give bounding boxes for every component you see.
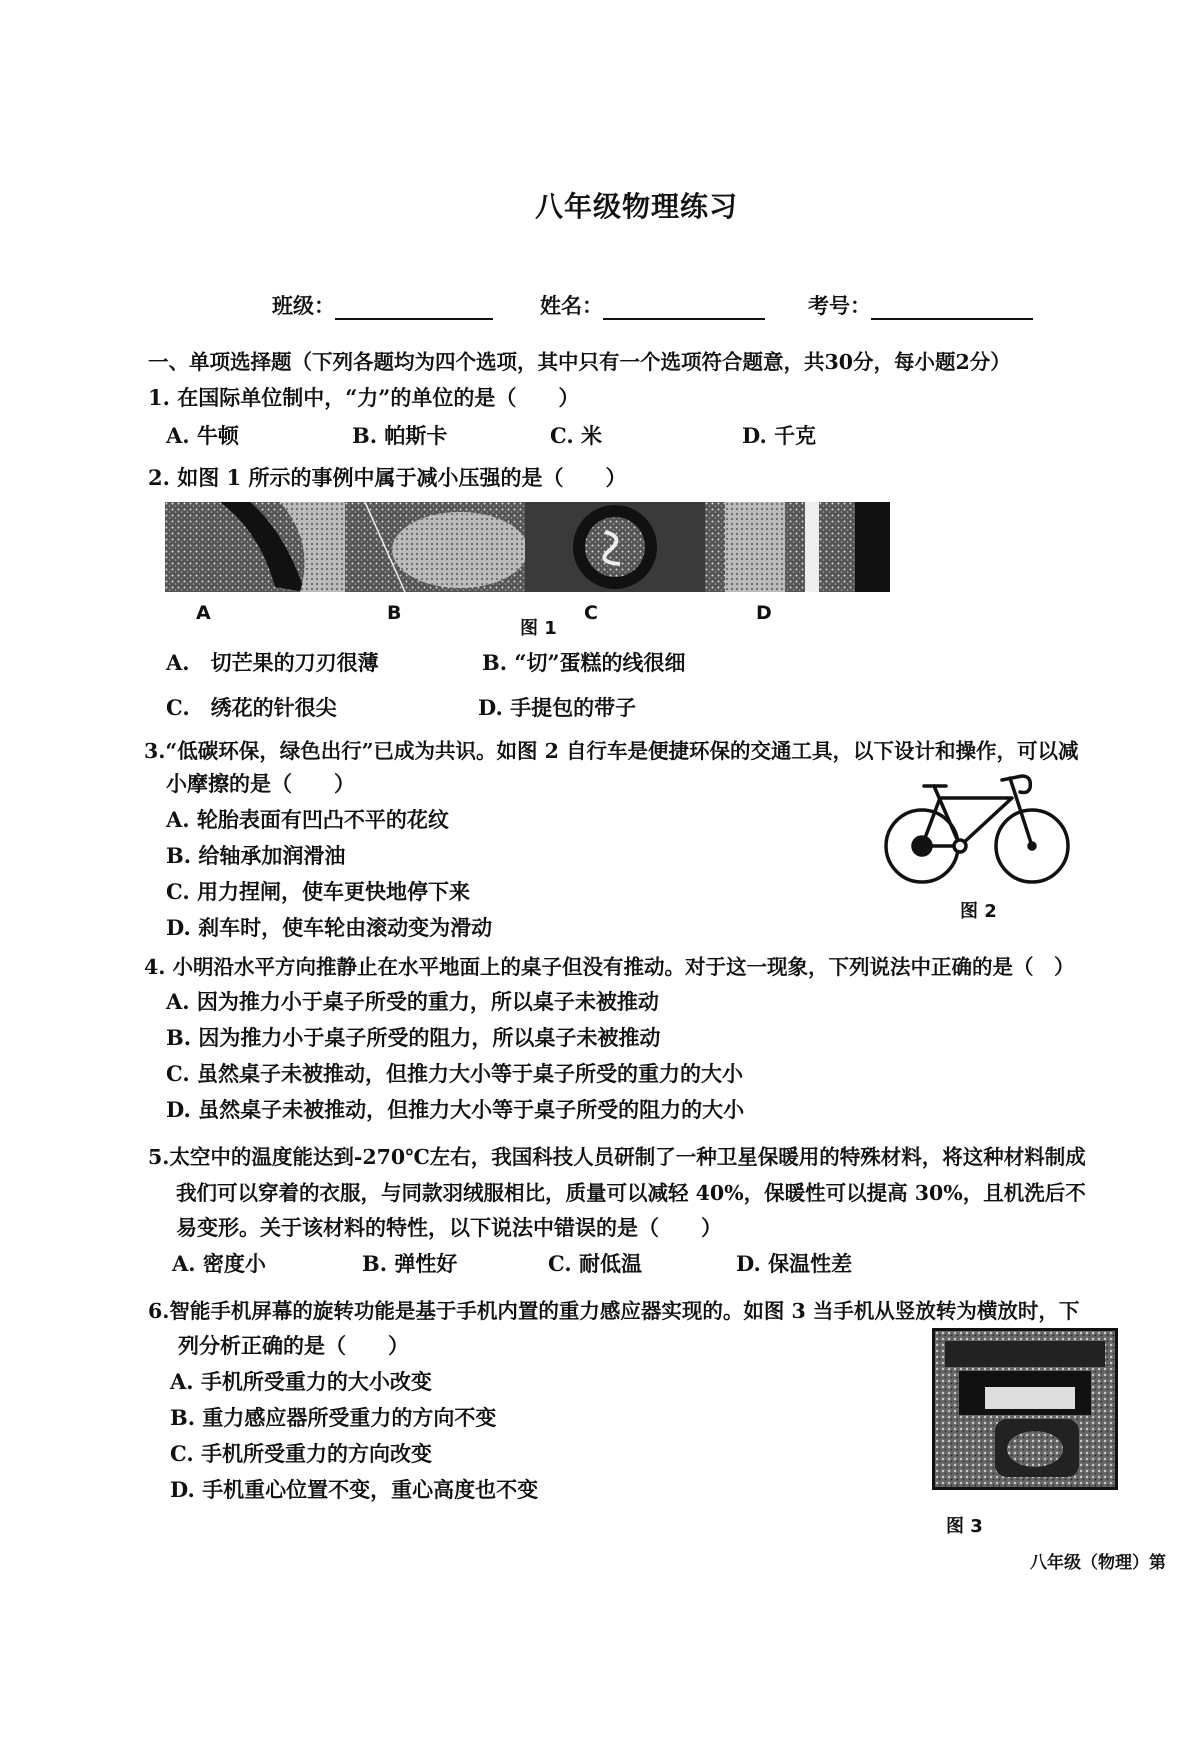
q6-stem-line1: 6.智能手机屏幕的旋转功能是基于手机内置的重力感应器实现的。如图 3 当手机从竖放转为横放时，下 (148, 1299, 1080, 1323)
photo-b-cake-thread (345, 502, 528, 592)
q6-stem-line2: 列分析正确的是（ ） (178, 1333, 409, 1358)
q5-option-b[interactable]: B. 弹性好 (362, 1251, 458, 1276)
q5-option-a[interactable]: A. 密度小 (172, 1251, 266, 1276)
name-label: 姓名： (540, 293, 603, 318)
q1-option-a[interactable]: A. 牛顿 (166, 423, 239, 448)
q2-option-c[interactable]: C. 绣花的针很尖 (166, 695, 337, 720)
q5-option-c[interactable]: C. 耐低温 (548, 1251, 642, 1276)
q1-option-d[interactable]: D. 千克 (742, 423, 817, 448)
q2-stem: 2. 如图 1 所示的事例中属于减小压强的是（ ） (148, 465, 627, 490)
name-field[interactable] (540, 290, 765, 320)
number-label: 考号： (808, 293, 871, 318)
figure1-letter-d: D (756, 602, 772, 624)
q5-stem-line1: 5.太空中的温度能达到-270℃左右，我国科技人员研制了一种卫星保暖用的特殊材料，将这种材料制成 (148, 1145, 1086, 1169)
class-label: 班级： (272, 293, 335, 318)
q5-stem-line2: 我们可以穿着的衣服，与同款羽绒服相比，质量可以减轻 40%，保暖性可以提高 30%，且机洗后不 (176, 1181, 1086, 1205)
figure1-caption: 图 1 (520, 618, 557, 639)
q4-option-c[interactable]: C. 虽然桌子未被推动，但推力大小等于桌子所受的重力的大小 (166, 1061, 743, 1086)
q3-option-c[interactable]: C. 用力捏闸，使车更快地停下来 (166, 879, 470, 904)
q6-option-c[interactable]: C. 手机所受重力的方向改变 (170, 1441, 432, 1466)
q4-option-d[interactable]: D. 虽然桌子未被推动，但推力大小等于桌子所受的阻力的大小 (166, 1097, 745, 1122)
photo-c-embroidery (525, 502, 705, 592)
figure1-letter-b: B (387, 602, 402, 624)
q4-stem: 4. 小明沿水平方向推静止在水平地面上的桌子但没有推动。对于这一现象，下列说法中正确的是（ ） (144, 955, 1075, 979)
q6-option-d[interactable]: D. 手机重心位置不变，重心高度也不变 (170, 1477, 539, 1502)
figure1-photos (165, 502, 890, 592)
q1-option-c[interactable]: C. 米 (550, 423, 602, 448)
class-blank[interactable] (335, 296, 493, 320)
q6-option-a[interactable]: A. 手机所受重力的大小改变 (170, 1369, 432, 1394)
number-blank[interactable] (871, 296, 1033, 320)
q4-option-a[interactable]: A. 因为推力小于桌子所受的重力，所以桌子未被推动 (166, 989, 659, 1014)
photo-d-handbag (705, 502, 890, 592)
number-field[interactable] (808, 290, 1033, 320)
name-blank[interactable] (603, 296, 765, 320)
section1-heading: 一、单项选择题（下列各题均为四个选项，其中只有一个选项符合题意，共30分，每小题2分） (148, 350, 1011, 374)
q1-stem: 1. 在国际单位制中，“力”的单位的是（ ） (148, 385, 580, 410)
page-title: 八年级物理练习 (535, 190, 739, 223)
figure1-letter-c: C (584, 602, 598, 624)
q4-option-b[interactable]: B. 因为推力小于桌子所受的阻力，所以桌子未被推动 (166, 1025, 661, 1050)
bicycle-figure (882, 768, 1072, 888)
figure1-letter-a: A (196, 602, 211, 624)
q3-option-a[interactable]: A. 轮胎表面有凹凸不平的花纹 (166, 807, 449, 832)
page-footer: 八年级（物理）第 (1030, 1553, 1166, 1573)
q5-option-d[interactable]: D. 保温性差 (736, 1251, 853, 1276)
q3-stem-line1: 3.“低碳环保，绿色出行”已成为共识。如图 2 自行车是便捷环保的交通工具，以下设计和操作，可以减 (144, 739, 1079, 763)
phone-photo-drawing (935, 1331, 1115, 1487)
q2-option-a[interactable]: A. 切芒果的刀刃很薄 (166, 650, 379, 675)
q5-stem-line3: 易变形。关于该材料的特性，以下说法中错误的是（ ） (176, 1215, 722, 1240)
figure1-photo-strip (165, 502, 890, 592)
q2-option-d[interactable]: D. 手提包的带子 (478, 695, 637, 720)
photo-a-mango-knife (165, 502, 345, 592)
figure2-caption: 图 2 (960, 901, 997, 922)
class-field[interactable] (272, 290, 493, 320)
q2-option-b[interactable]: B. “切”蛋糕的线很细 (482, 650, 686, 675)
q3-stem-line2: 小摩擦的是（ ） (166, 771, 355, 796)
q3-option-d[interactable]: D. 刹车时，使车轮由滚动变为滑动 (166, 915, 493, 940)
q1-option-b[interactable]: B. 帕斯卡 (352, 423, 448, 448)
q6-option-b[interactable]: B. 重力感应器所受重力的方向不变 (170, 1405, 497, 1430)
q3-option-b[interactable]: B. 给轴承加润滑油 (166, 843, 346, 868)
figure3-phone-photo (932, 1328, 1118, 1490)
figure3-caption: 图 3 (946, 1516, 983, 1537)
